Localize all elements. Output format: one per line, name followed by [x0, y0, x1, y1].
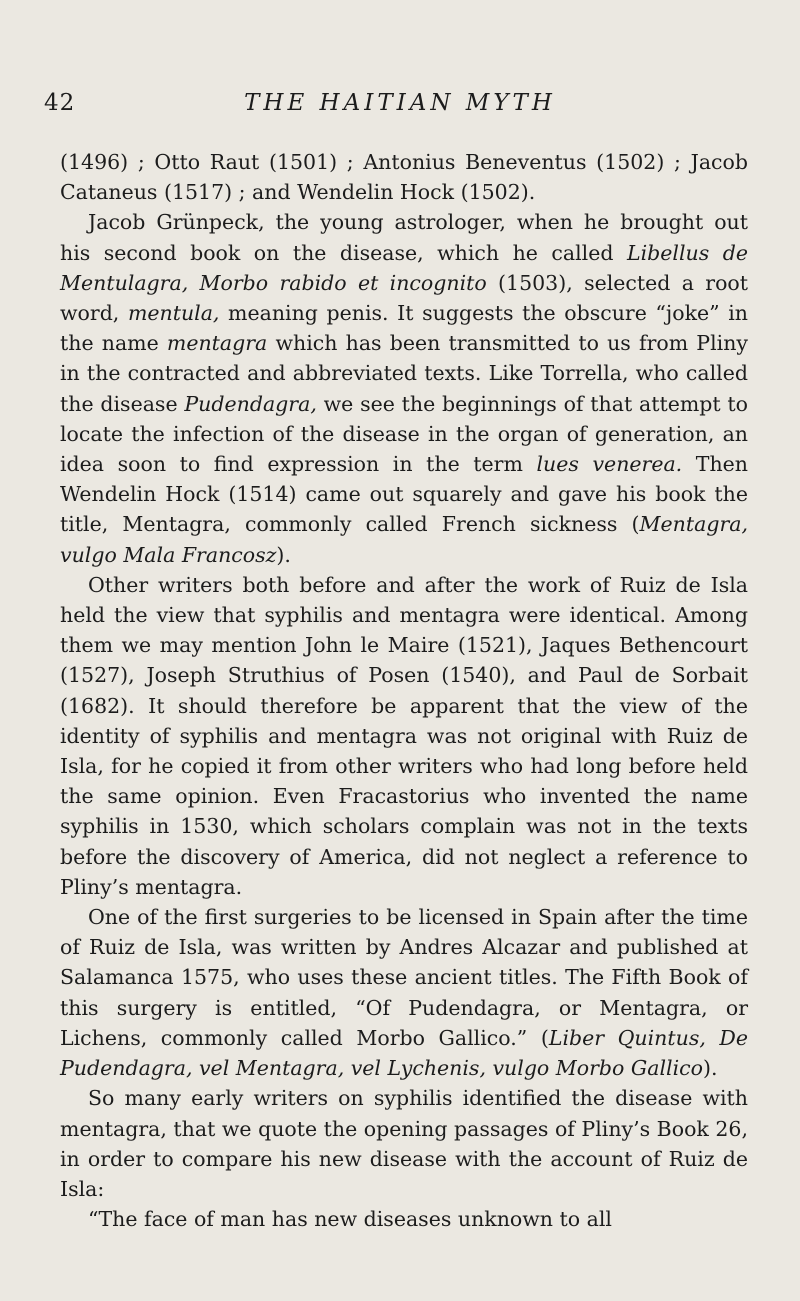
text-run: meaning penis. It suggests the obscure “joke” in the name — [60, 301, 748, 356]
running-title: THE HAITIAN MYTH — [244, 90, 556, 116]
text-run: Then Wendelin Hock (1514) came out squarely and gave his book the title, Mentagra, commonly called French sickness ( — [60, 452, 748, 537]
paragraph — [60, 1204, 748, 1234]
text-run: Jacob Grünpeck, the young astrologer, when he brought out his second book on the disease, which he called — [60, 210, 748, 265]
text-run: (1503), selected a root word, — [60, 270, 748, 326]
body-text — [60, 147, 748, 1234]
text-run: “The face of man has new diseases unknown to all — [88, 1207, 612, 1232]
book-title: Libellus de Mentulagra, Morbo rabido et incognito — [60, 240, 748, 295]
latin-term: mentagra — [166, 331, 268, 356]
text-run: Other writers both before and after the work of Ruiz de Isla held the view that syphilis and mentagra were identical. Among them we may mention John le Maire (1521), Jaques Bethencourt (1527), Joseph Struthius of Posen (1540), and Paul de Sorbait (1682). It should therefore be apparent that the view of the identity of syphilis and mentagra was not original with Ruiz de Isla, for he copied it from other writers who had long before held the same opinion. Even Fracastorius who invented the name syphilis in 1530, which scholars complain was not in the texts before the discovery of America, did not neglect a reference to Pliny’s mentagra. — [60, 572, 748, 899]
paragraph — [60, 207, 748, 569]
text-run: ). — [703, 1056, 718, 1081]
paragraph — [60, 1083, 748, 1204]
latin-term: mentula, — [127, 301, 220, 326]
page-header — [44, 90, 756, 122]
text-run: which has been transmitted to us from Pliny in the contracted and abbreviated texts. Like Torrella, who called the disease — [60, 331, 748, 416]
paragraph — [60, 147, 748, 207]
text-run: we see the beginnings of that attempt to locate the infection of the disease in the organ of generation, an idea soon to find expression in the term — [60, 391, 749, 477]
paragraph — [60, 570, 748, 902]
text-run: One of the first surgeries to be licensed in Spain after the time of Ruiz de Isla, was written by Andres Alcazar and published at Salamanca 1575, who uses these ancient titles. The Fifth Book of this surgery is entitled, “Of Pudendagra, or Mentagra, or Lichens, commonly called Morbo Gallico.” ( — [60, 905, 748, 1050]
latin-term: lues venerea. — [536, 452, 683, 477]
page-number: 42 — [44, 90, 76, 116]
text-run: (1496) ; Otto Raut (1501) ; Antonius Beneventus (1502) ; Jacob Cataneus (1517) ; and Wendelin Hock (1502). — [60, 150, 748, 205]
latin-term: Pudendagra, — [184, 391, 317, 416]
text-run: ). — [276, 542, 291, 567]
text-run: So many early writers on syphilis identified the disease with mentagra, that we quote the opening passages of Pliny’s Book 26, in order to compare his new disease with the account of Ruiz de Isla: — [60, 1086, 748, 1201]
book-title: Liber Quintus, De Pudendagra, vel Mentagra, vel Lychenis, vulgo Morbo Gallico — [60, 1025, 748, 1081]
book-title: Mentagra, vulgo Mala Francosz — [60, 512, 748, 567]
paragraph — [60, 902, 748, 1083]
